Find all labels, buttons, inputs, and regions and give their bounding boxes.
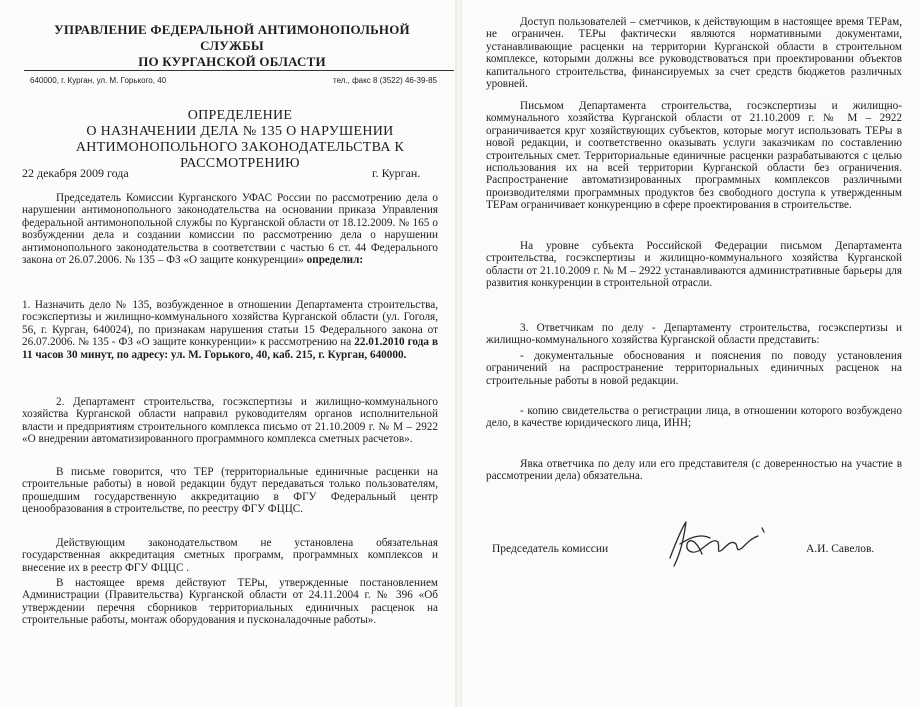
handwritten-signature bbox=[662, 514, 782, 572]
signatory-name: А.И. Савелов. bbox=[806, 543, 875, 555]
org-line-2: ПО КУРГАНСКОЙ ОБЛАСТИ bbox=[138, 54, 326, 69]
barriers-paragraph: На уровне субъекта Российской Федерации письмом Департамента строительства, госэкспертизы и жилищно-коммунального хозяйства Курганской области от 21.10.2009 г. № М – 2922 устанавливаются административные барьеры для развития конкуренции в строительной отрасли. bbox=[486, 240, 902, 290]
item-1-hearing: 22.01.2010 года в 11 часов 30 минут, по адресу: ул. М. Горького, 40, каб. 215, г. Курган, 640000. bbox=[22, 336, 438, 361]
item-1-paragraph bbox=[22, 299, 438, 361]
letter-paragraph: В письме говорится, что ТЕР (территориальные единичные расценки на строительные работы) в новой редакции будут передаваться только пользователям, прошедшим государственную аккредитацию в ФГУ Федеральный центр ценообразования в строительстве, по реестру ФГУ ФЦЦС. bbox=[22, 466, 438, 516]
title-line-2: О НАЗНАЧЕНИИ ДЕЛА № 135 О НАРУШЕНИИ bbox=[86, 124, 394, 139]
intro-paragraph bbox=[22, 192, 438, 266]
header-rule bbox=[24, 70, 454, 71]
title-line-3: АНТИМОНОПОЛЬНОГО ЗАКОНОДАТЕЛЬСТВА К РАССМОТРЕНИЮ bbox=[75, 140, 405, 171]
item-2-paragraph: 2. Департамент строительства, госэкспертизы и жилищно-коммунального хозяйства Курганской области направил руководителям органов исполнительной власти и предприятиям строительного комплекса письмо от 21.10.2009 г. № М – 2922 «О внедрении автоматизированного программного комплекса сметных расчетов». bbox=[22, 396, 438, 446]
title-line-1: ОПРЕДЕЛЕНИЕ bbox=[187, 108, 293, 123]
item-3-paragraph: 3. Ответчикам по делу - Департаменту строительства, госэкспертизы и жилищно-коммунального хозяйства Курганской области представить: bbox=[486, 322, 902, 347]
intro-text: Председатель Комиссии Курганского УФАС России по рассмотрению дела о нарушении антимонопольного законодательства на основании приказа Управления федеральной антимонопольной службы по Курганской области от 18.12.2009. № 165 о возбуждении дела и создании комиссии по рассмотрению дела о нарушении антимонопольного законодательства в соответствии с частью 6 ст. 44 Федерального закона от 26.07.2006. № 135 – ФЗ «О защите конкуренции» bbox=[22, 192, 438, 267]
legislation-paragraph: Действующим законодательством не установлена обязательная государственная аккредитация сметных программ, программных комплексов и внесение их в реестр ФГУ ФЦЦС . bbox=[22, 537, 438, 574]
document-date: 22 декабря 2009 года bbox=[22, 166, 129, 180]
signature-label: Председатель комиссии bbox=[492, 543, 609, 555]
current-ter-paragraph: В настоящее время действуют ТЕРы, утвержденные постановлением Администрации (Правительства) Курганской области от 24.11.2004 г. № 396 «Об утверждении перечня сборников территориальных единичных расценок на строительные работы, монтаж оборудования и пусконаладочные работы». bbox=[22, 577, 438, 627]
org-line-1: УПРАВЛЕНИЕ ФЕДЕРАЛЬНОЙ АНТИМОНОПОЛЬНОЙ СЛУЖБЫ bbox=[54, 22, 410, 53]
intro-decision: определил: bbox=[306, 254, 364, 267]
document-title bbox=[40, 108, 440, 172]
org-address: 640000, г. Курган, ул. М. Горького, 40 bbox=[30, 76, 167, 85]
organization-header bbox=[22, 22, 442, 70]
attendance-paragraph: Явка ответчика по делу или его представителя (с доверенностью на участие в рассмотрении дела) обязательна. bbox=[486, 458, 902, 483]
item-1-text: 1. Назначить дело № 135, возбужденное в отношении Департамента строительства, госэкспертизы и жилищно-коммунального хозяйства Курганской области (ул. Гоголя, 56, г. Курган, 640024), по признакам нарушения статьи 15 Федерального закона от 26.07.2006. № 135 - ФЗ «О защите конкуренции» к рассмотрению на bbox=[22, 299, 438, 349]
document-city: г. Курган. bbox=[372, 166, 421, 180]
certificate-item: - копию свидетельства о регистрации лица, в отношении которого возбуждено дело, в качестве юридического лица, ИНН; bbox=[486, 405, 902, 430]
justification-item: - документальные обоснования и пояснения по поводу установления ограничений на распространение территориальных единичных расценок на строительные работы в новой редакции. bbox=[486, 350, 902, 387]
access-paragraph: Доступ пользователей – сметчиков, к действующим в настоящее время ТЕРам, не ограничен. ТЕРы фактически являются нормативными документами, устанавливающие расценки на территории Курганской области в строительном комплексе, которыми должны все руководствоваться при проектировании объектов капитального строительства, финансируемых за счет средств бюджетов различных уровней. bbox=[486, 16, 902, 91]
restriction-paragraph: Письмом Департамента строительства, госэкспертизы и жилищно-коммунального хозяйства Курганской области от 21.10.2009 г. № М – 2922 ограничивается круг хозяйствующих субъектов, которые могут использовать ТЕРы в новой редакции, и соответственно оказывать услуги заказчикам по составлению строительных смет. Территориальные единичные расценки разрабатываются с целью использования их на всей территории Курганской области без ограничения. Распространение автоматизированных программных комплексов различными производителями программных продуктов без свободного доступа к утвержденным ТЕРам ограничивает конкуренцию в сфере проектирования в строительстве. bbox=[486, 100, 902, 212]
org-phone: тел., факс 8 (3522) 46-39-85 bbox=[333, 76, 437, 85]
